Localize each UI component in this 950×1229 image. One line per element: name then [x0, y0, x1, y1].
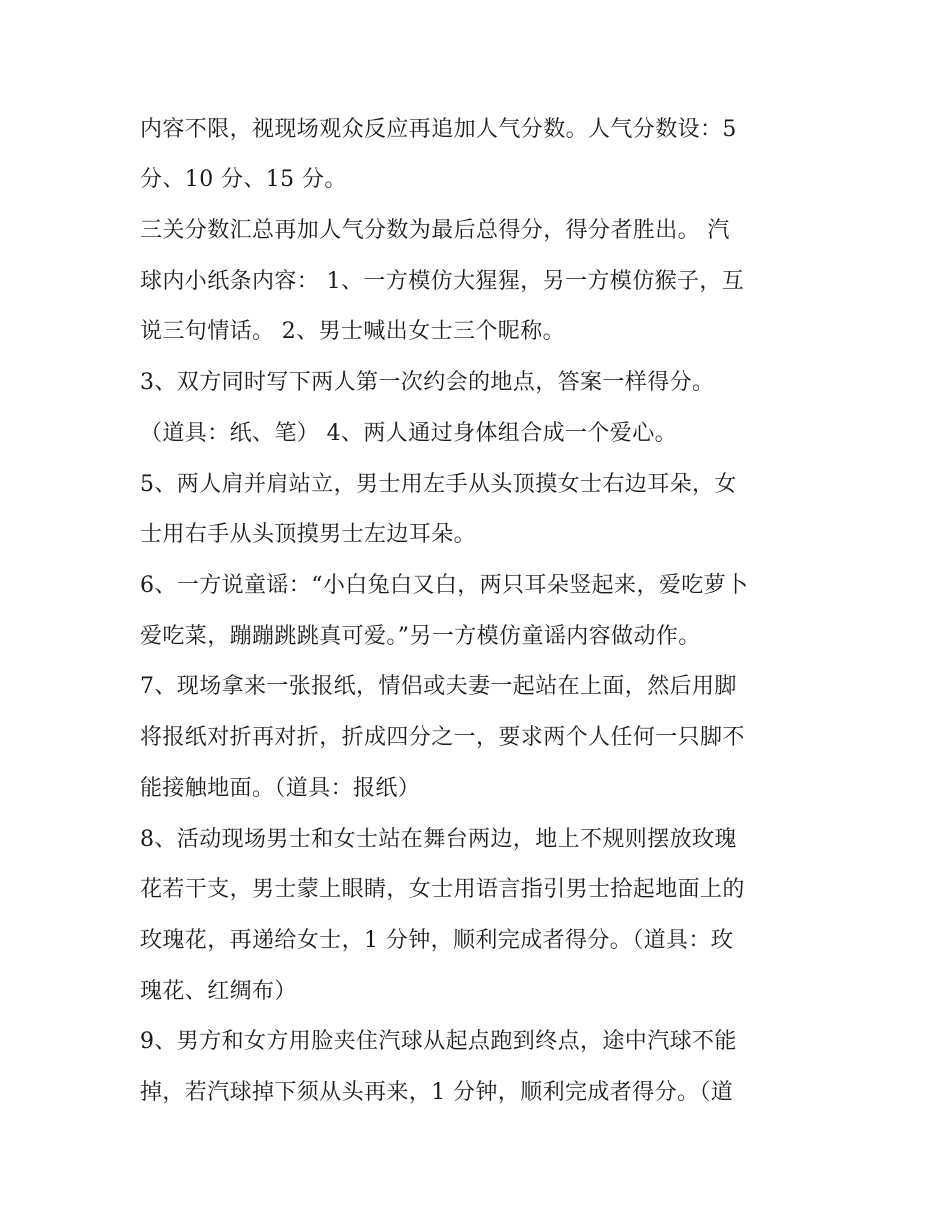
text-line: 爱吃菜，蹦蹦跳跳真可爱。”另一方模仿童谣内容做动作。: [140, 624, 701, 649]
text-line: 3、双方同时写下两人第一次约会的地点，答案一样得分。: [140, 370, 715, 395]
text-line: 三关分数汇总再加人气分数为最后总得分，得分者胜出。 汽: [140, 218, 730, 243]
text-line: 球内小纸条内容： 1、一方模仿大猩猩，另一方模仿猴子，互: [140, 269, 745, 294]
text-line: 玫瑰花，再递给女士，1 分钟，顺利完成者得分。（道具：玫: [140, 928, 734, 953]
text-line: 6、一方说童谣：“小白兔白又白，两只耳朵竖起来，爱吃萝卜: [140, 573, 749, 598]
text-line: 9、男方和女方用脸夹住汽球从起点跑到终点，途中汽球不能: [140, 1029, 737, 1054]
text-line: 分、10 分、15 分。: [140, 167, 347, 192]
text-line: 士用右手从头顶摸男士左边耳朵。: [140, 522, 477, 547]
text-line: 8、活动现场男士和女士站在舞台两边，地上不规则摆放玫瑰: [140, 827, 737, 852]
text-line: 7、现场拿来一张报纸，情侣或夫妻一起站在上面，然后用脚: [140, 674, 737, 699]
text-line: 内容不限，视现场观众反应再追加人气分数。人气分数设：5: [140, 117, 737, 142]
text-line: 5、两人肩并肩站立，男士用左手从头顶摸女士右边耳朵，女: [140, 472, 737, 497]
text-line: （道具：纸、笔） 4、两人通过身体组合成一个爱心。: [140, 421, 677, 446]
text-line: 将报纸对折再对折，折成四分之一，要求两个人任何一只脚不: [140, 725, 745, 750]
text-line: 花若干支，男士蒙上眼睛，女士用语言指引男士拾起地面上的: [140, 877, 745, 902]
text-line: 掉，若汽球掉下须从头再来，1 分钟，顺利完成者得分。（道: [140, 1080, 734, 1105]
text-line: 说三句情话。 2、男士喊出女士三个昵称。: [140, 319, 565, 344]
text-line: 瑰花、红绸布）: [140, 979, 297, 1004]
text-line: 能接触地面。（道具：报纸）: [140, 776, 421, 801]
